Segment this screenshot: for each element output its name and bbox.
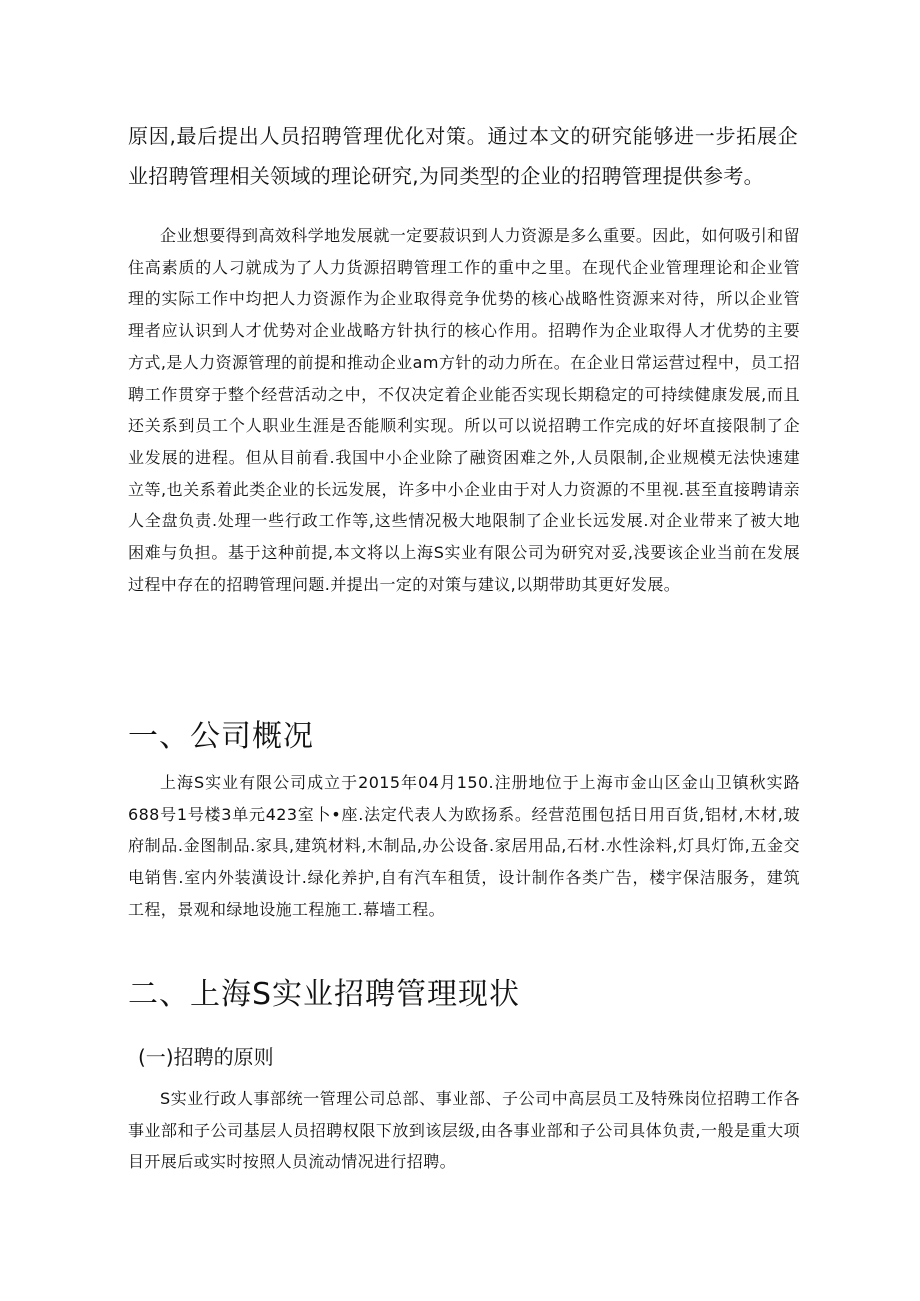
company-overview-paragraph: 上海S实业有限公司成立于2015年04月150.注册地位于上海市金山区金山卫镇秋实路688号1号楼3单元423室卜•座.法定代表人为欧扬系。经营范围包括日用百货,铝材,木材,玻府制品.金图制品.家具,建筑材料,木制品,办公设备.家居用品,石材.水性涂料,灯具灯饰,五金交电销售.室内外装潢设计.绿化养护,自有汽车租赁，设计制作各类广告，楼宇保洁服务，建筑工程，景观和绿地设施工程施工.幕墙工程。 bbox=[128, 773, 800, 919]
intro-continuation-paragraph: 原因,最后提出人员招聘管理优化对策。通过本文的研究能够进一步拓展企业招聘管理相关领域的理论研究,为同类型的企业的招聘管理提供参考。 bbox=[128, 124, 798, 188]
intro-paragraph: 企业想要得到高效科学地发展就一定要菽识到人力资源是多么重要。因此，如何吸引和留住高素质的人刁就成为了人力货源招聘管理工作的重中之里。在现代企业管理理论和企业管理的实际工作中均把人力资源作为企业取得竞争优势的核心战略性资源来对待，所以企业管理者应认识到人才优势对企业战略方针执行的核心作用。招聘作为企业取得人才优势的主要方式,是人力资源管理的前提和推动企业am方针的动力所在。在企业日常运营过程中，员工招聘工作贯穿于整个经营活动之中，不仅决定着企业能否实现长期稳定的可持续健康发展,而且还关系到员工个人职业生涯是否能顺利实现。所以可以说招聘工作完成的好坏直接限制了企业发展的进程。但从目前看.我国中小企业除了融资困难之外,人员限制,企业规模无法快速建立等,也关系着此类企业的长远发展，许多中小企业由于对人力资源的不里视.甚至直接聘请亲人全盘负责.处理一些行政工作等,这些情况极大地限制了企业长远发展.对企业带来了被大地困难与负担。基于这种前提,本文将以上海S实业有限公司为研究对妥,浅要该企业当前在发展过程中存在的招聘管理问题.并提出一定的对策与建议,以期带助其更好发展。 bbox=[128, 226, 800, 594]
recruitment-principles-paragraph: S实业行政人事部统一管理公司总部、事业部、子公司中高层员工及特殊岗位招聘工作各事业部和子公司基层人员招聘权限下放到该层级,由各事业部和子公司具体负责,一般是重大项目开展后或实时按照人员流动情况进行招聘。 bbox=[128, 1089, 800, 1172]
section-heading-recruitment-status: 二、上海S实业招聘管理现状 bbox=[128, 977, 521, 1012]
section-heading-company-overview: 一、公司概况 bbox=[128, 719, 314, 754]
subsection-heading-recruitment-principles: (一)招聘的原则 bbox=[138, 1045, 274, 1069]
